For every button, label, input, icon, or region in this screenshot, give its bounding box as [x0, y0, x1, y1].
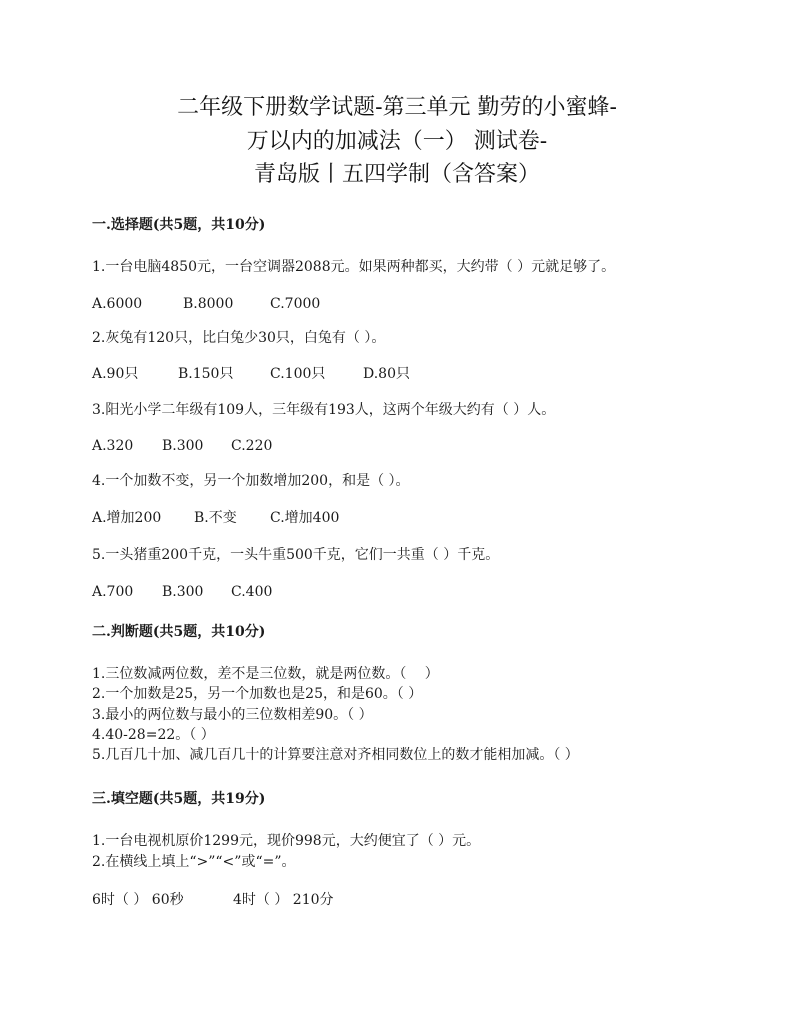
- option-c: C.增加400: [270, 510, 340, 526]
- question-2-2: 2.一个加数是25，另一个加数也是25，和是60。（ ）: [92, 686, 423, 702]
- option-a: A.320: [92, 438, 134, 454]
- options-1-1: [92, 295, 320, 313]
- question-1-2: 2.灰兔有120只，比白兔少30只，白兔有（ ）。: [92, 330, 386, 346]
- fill-item-1: 6时（ ） 60秒: [92, 892, 184, 908]
- option-d: D.80只: [363, 366, 410, 382]
- options-1-3: [92, 437, 272, 455]
- section-heading-judgement: 二.判断题(共5题，共10分): [92, 624, 266, 640]
- question-1-1: 1.一台电脑4850元，一台空调器2088元。如果两种都买，大约带（ ）元就足够了。: [92, 259, 616, 275]
- question-2-4: 4.40-28=22。（ ）: [92, 727, 215, 743]
- question-1-4: 4.一个加数不变，另一个加数增加200，和是（ ）。: [92, 473, 410, 489]
- options-1-2: [92, 365, 410, 383]
- question-1-3: 3.阳光小学二年级有109人，三年级有193人，这两个年级大约有（ ）人。: [92, 402, 556, 418]
- question-3-2: 2.在横线上填上“>”“<”或“=”。: [92, 854, 296, 870]
- fill-items-3-2: [92, 891, 334, 909]
- title-line-2: 万以内的加减法（一） 测试卷-: [246, 129, 548, 154]
- option-b: B.150只: [178, 366, 234, 382]
- option-c: C.220: [231, 438, 273, 454]
- question-2-3: 3.最小的两位数与最小的三位数相差90。（ ）: [92, 707, 373, 723]
- option-b: B.8000: [183, 296, 234, 312]
- option-a: A.6000: [92, 296, 143, 312]
- option-a: A.90只: [92, 366, 139, 382]
- title-line-3: 青岛版丨五四学制（含答案）: [253, 162, 540, 187]
- option-b: B.不变: [194, 510, 237, 526]
- question-1-5: 5.一头猪重200千克，一头牛重500千克，它们一共重（ ）千克。: [92, 547, 500, 563]
- option-c: C.7000: [270, 296, 321, 312]
- question-2-5: 5.几百几十加、减几百几十的计算要注意对齐相同数位上的数才能相加减。（ ）: [92, 747, 579, 763]
- option-c: C.400: [231, 584, 273, 600]
- option-a: A.增加200: [92, 510, 162, 526]
- title-line-1: 二年级下册数学试题-第三单元 勤劳的小蜜蜂-: [177, 95, 617, 120]
- options-1-5: [92, 583, 272, 601]
- fill-item-2: 4时（ ） 210分: [233, 892, 334, 908]
- option-b: B.300: [162, 584, 204, 600]
- question-3-1: 1.一台电视机原价1299元，现价998元，大约便宜了（ ）元。: [92, 833, 481, 849]
- option-b: B.300: [162, 438, 204, 454]
- option-a: A.700: [92, 584, 134, 600]
- options-1-4: [92, 509, 339, 527]
- option-c: C.100只: [270, 366, 326, 382]
- section-heading-fill: 三.填空题(共5题，共19分): [92, 791, 266, 807]
- section-heading-choice: 一.选择题(共5题，共10分): [92, 217, 266, 233]
- question-2-1: 1.三位数减两位数，差不是三位数，就是两位数。（ ）: [92, 666, 439, 682]
